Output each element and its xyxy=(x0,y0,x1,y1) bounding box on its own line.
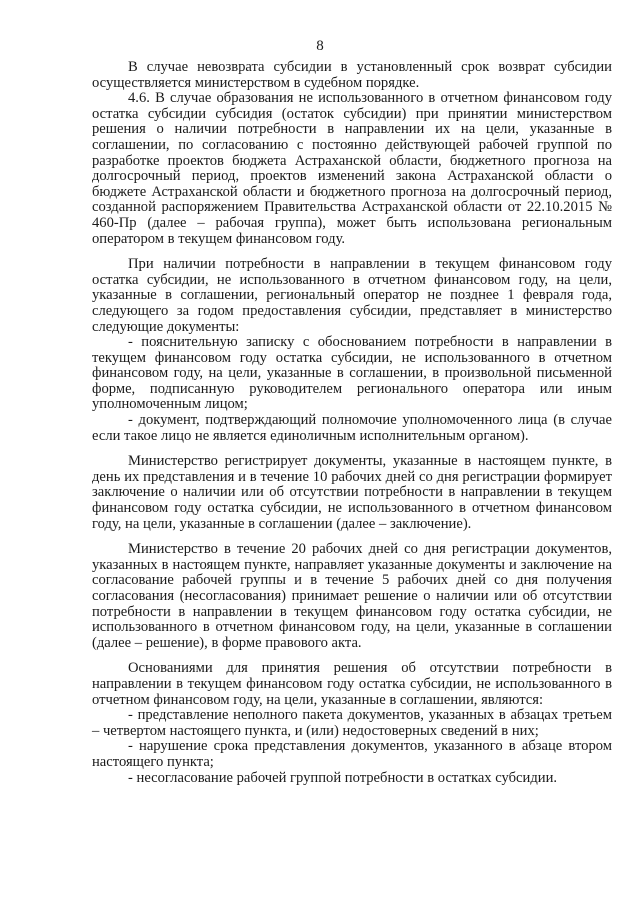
list-item-explanatory-note: - пояснительную записку с обоснованием потребности в направлении в текущем финансовом году остатка субсидии, не использованного в отчетном финансовом году, на цели, указанные в соглашении, в произвольной письменной форме, подписанную руководителем регионального оператора или иным уполномоченным лицом; xyxy=(92,334,612,413)
list-item-incomplete-package: - представление неполного пакета документов, указанных в абзацах третьем – четвертом настоящего пункта, и (или) недостоверных сведений в них; xyxy=(92,707,612,739)
paragraph-4-6: 4.6. В случае образования не использованного в отчетном финансовом году остатка субсидии субсидия (остаток субсидии) при принятии министерством решения о наличии потребности в направлении их на цели, указанные в соглашении, по согласованию с постоянно действующей рабочей группой по разработке проектов бюджета Астраханской области, бюджетного прогноза на долгосрочный период, проектов изменений закона Астраханской области о бюджете Астраханской области и бюджетного прогноза на долгосрочный период, созданной распоряжением Правительства Астраханской области от 22.10.2015 № 460-Пр (далее – рабочая группа), может быть использована региональным оператором в текущем финансовом году. xyxy=(92,90,612,247)
page-number: 8 xyxy=(316,38,324,54)
list-item-deadline-violation: - нарушение срока представления документов, указанного в абзаце втором настоящего пункта; xyxy=(92,738,612,770)
list-item-authority-document: - документ, подтверждающий полномочие уполномоченного лица (в случае если такое лицо не является единоличным исполнительным органом). xyxy=(92,412,612,444)
paragraph-subsidy-return: В случае невозврата субсидии в установленный срок возврат субсидии осуществляется министерством в судебном порядке. xyxy=(92,59,612,91)
paragraph-approval: Министерство в течение 20 рабочих дней со дня регистрации документов, указанных в настоящем пункте, направляет указанные документы и заключение на согласование рабочей группы и в течение 5 рабочих дней со дня получения согласования (несогласования) принимает решение о наличии или об отсутствии потребности в направлении в текущем финансовом году остатка субсидии, не использованного в отчетном финансовом году, на цели, указанные в соглашении (далее – решение), в форме правового акта. xyxy=(92,541,612,651)
paragraph-need-documents: При наличии потребности в направлении в текущем финансовом году остатка субсидии, не использованного в отчетном финансовом году, на цели, указанные в соглашении, региональный оператор не позднее 1 февраля года, следующего за годом предоставления субсидии, представляет в министерство следующие документы: xyxy=(92,256,612,335)
paragraph-registration: Министерство регистрирует документы, указанные в настоящем пункте, в день их представления и в течение 10 рабочих дней со дня регистрации формирует заключение о наличии или об отсутствии потребности в направлении в текущем финансовом году остатка субсидии, не использованного в отчетном финансовом году, на цели, указанные в соглашении (далее – заключение). xyxy=(92,453,612,532)
document-body xyxy=(92,60,612,786)
paragraph-grounds: Основаниями для принятия решения об отсутствии потребности в направлении в текущем финансовом году остатка субсидии, не использованного в отчетном финансовом году, на цели, указанные в соглашении, являются: xyxy=(92,660,612,708)
list-item-non-approval: - несогласование рабочей группой потребности в остатках субсидии. xyxy=(128,769,558,786)
